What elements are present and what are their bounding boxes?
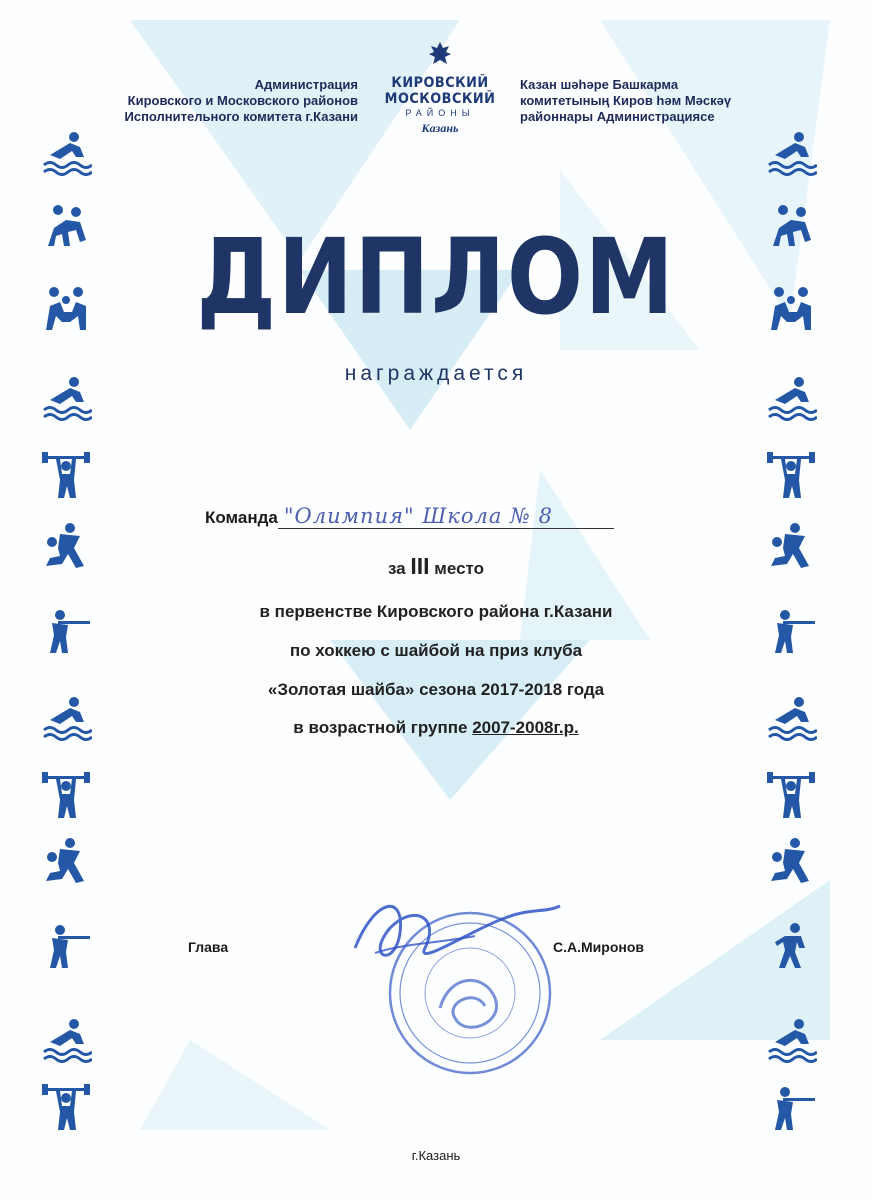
swimmer-icon [765,1012,817,1064]
diploma-title: ДИПЛОМ [196,216,676,338]
swimmer-icon [765,690,817,742]
judo-icon [40,520,92,572]
header-right-line: Казан шәһәре Башкарма [520,77,679,92]
logo-line-1: КИРОВСКИЙ [391,75,489,91]
text-line-2: по хоккею с шайбой на приз клуба [289,641,583,660]
header-right-line: районнары Администрациясе [520,109,715,124]
text-line-1: в первенстве Кировского района г.Казани [259,602,613,621]
footer-city: г.Казань [411,1148,461,1163]
emblem-icon [425,40,455,70]
wrestlers-icon [40,200,92,252]
weightlifter-icon [40,450,92,502]
swimmer-icon [40,125,92,177]
district-logo [370,40,510,136]
weightlifter-icon [40,770,92,822]
signature-title: Глава [188,939,229,955]
weightlifter-icon [765,770,817,822]
header-left-line: Кировского и Московского районов [127,93,358,108]
shooter-icon [765,605,817,657]
age-group-label: в возрастной группе [293,718,468,737]
text-line-3: «Золотая шайба» сезона 2017-2018 года [267,680,605,699]
signature-name: С.А.Миронов [553,939,644,955]
logo-city: Казань [421,121,459,135]
swimmer-icon [40,690,92,742]
team-name-handwritten: "Олимпия" Школа № 8 [278,504,614,529]
judo-icon [40,835,92,887]
place-value: III [410,553,430,579]
header-left-line: Администрация [254,77,358,92]
text-line-4 [0,718,872,738]
team-row [205,504,614,529]
age-group-value: 2007-2008г.р. [472,718,579,737]
official-seal-with-signature [345,888,575,1078]
swimmer-icon [765,125,817,177]
place-line [0,553,872,580]
logo-line-3: РАЙОНЫ [405,108,475,118]
athlete-icon [765,920,817,972]
boxers-icon [765,282,817,334]
header-left-line: Исполнительного комитета г.Казани [124,109,358,124]
swimmer-icon [40,1012,92,1064]
place-suffix: место [434,559,485,578]
judo-icon [765,520,817,572]
boxers-icon [40,282,92,334]
shooter-icon [40,920,92,972]
wrestlers-icon [765,200,817,252]
shooter-icon [765,1082,817,1134]
judo-icon [765,835,817,887]
place-prefix: за [387,559,406,578]
weightlifter-icon [765,450,817,502]
swimmer-icon [40,370,92,422]
team-label: Команда [205,508,278,527]
awarded-caption: награждается [344,362,528,385]
shooter-icon [40,605,92,657]
header-left-block [60,77,358,125]
logo-line-2: МОСКОВСКИЙ [384,91,496,107]
swimmer-icon [765,370,817,422]
header-right-block [520,77,820,125]
header-right-line: комитетының Киров һәм Мәскәү [520,93,732,108]
weightlifter-icon [40,1082,92,1134]
